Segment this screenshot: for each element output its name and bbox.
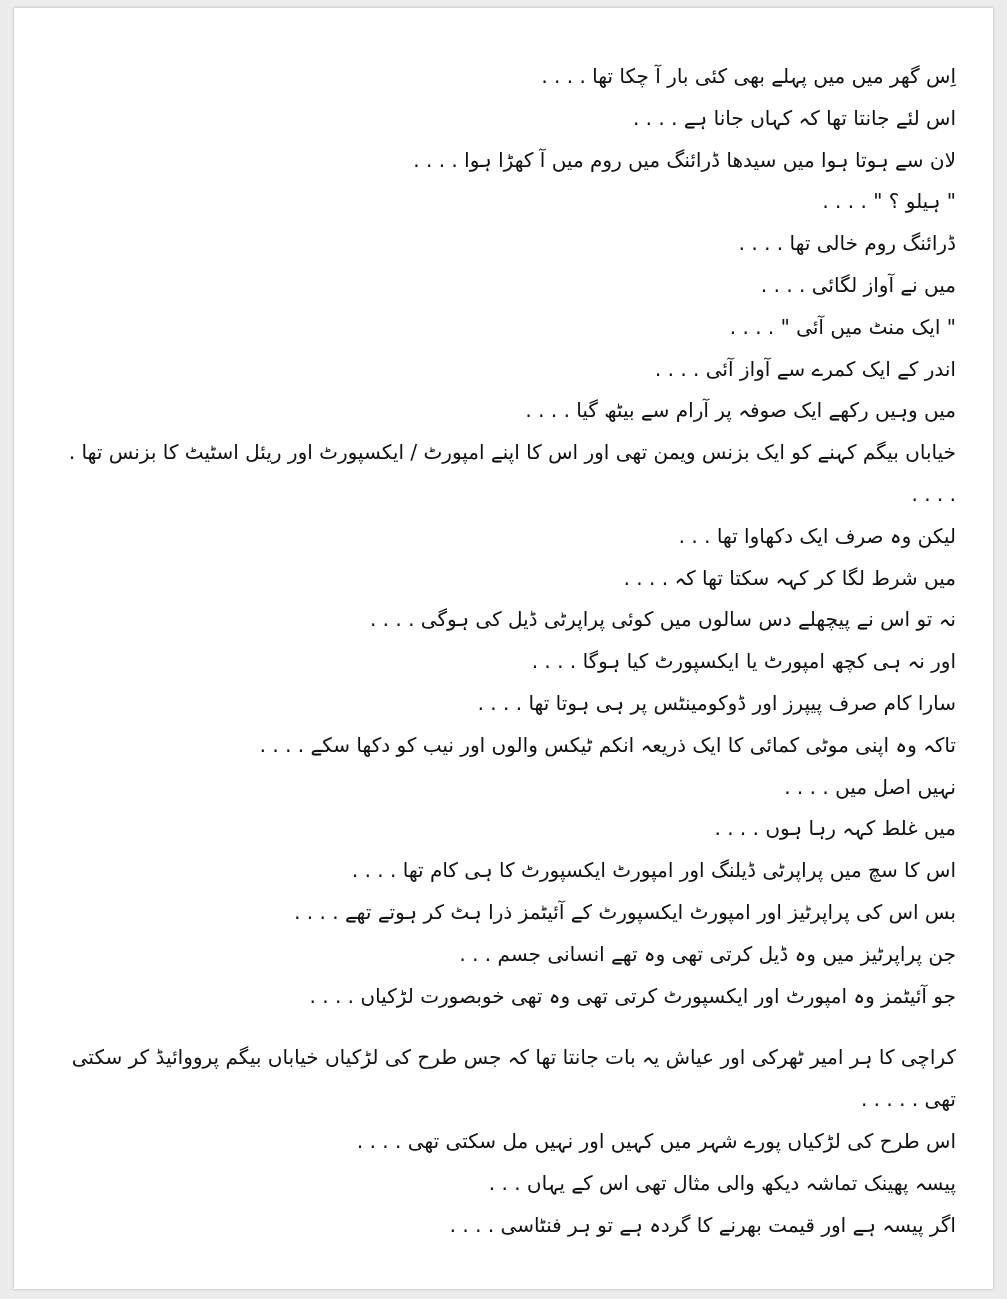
text-line: اس کا سچ میں پراپرٹی ڈیلنگ اور امپورٹ ایکسپورٹ کا ہی کام تھا . . . . (351, 858, 956, 883)
text-line: جن پراپرٹیز میں وہ ڈیل کرتی تھی وہ تھے انسانی جسم . . . (459, 941, 956, 966)
text-line: خیاباں بیگم کہنے کو ایک بزنس ویمن تھی اور اس کا اپنے امپورٹ / ایکسپورٹ اور ریئل اسٹیٹ کا بزنس تھا . . . . . (68, 440, 956, 506)
text-line: " ہیلو ؟ " . . . . (822, 189, 956, 214)
text-line: لیکن وہ صرف ایک دکھاوا تھا . . . (678, 523, 956, 548)
text-line: اس لئے جانتا تھا کہ کہاں جانا ہے . . . . (632, 105, 956, 130)
text-line: پیسہ پھینک تماشہ دیکھ والی مثال تھی اس کے یہاں . . . (488, 1170, 956, 1195)
document-page (14, 8, 993, 1289)
text-line: میں غلط کہہ رہا ہوں . . . . (714, 816, 956, 841)
text-line: تاکہ وہ اپنی موٹی کمائی کا ایک ذریعہ انکم ٹیکس والوں اور نیب کو دکھا سکے . . . . (259, 732, 956, 757)
paragraph-gap (60, 1017, 956, 1037)
document-body (60, 56, 956, 1246)
text-line: جو آئیٹمز وہ امپورٹ اور ایکسپورٹ کرتی تھی وہ تھی خوبصورت لڑکیاں . . . . (309, 983, 956, 1008)
text-line: سارا کام صرف پیپرز اور ڈوکومینٹس پر ہی ہوتا تھا . . . . (477, 690, 956, 715)
text-line: اندر کے ایک کمرے سے آواز آئی . . . . (654, 356, 956, 381)
text-line: اگر پیسہ ہے اور قیمت بھرنے کا گردہ ہے تو ہر فنٹاسی . . . . (449, 1212, 956, 1237)
text-line: اور نہ ہی کچھ امپورٹ یا ایکسپورٹ کیا ہوگا . . . . (531, 649, 956, 674)
text-line: " ایک منٹ میں آئی " . . . . (729, 314, 956, 339)
text-line: ڈرائنگ روم خالی تھا . . . . (738, 231, 956, 256)
text-line: میں وہیں رکھے ایک صوفہ پر آرام سے بیٹھ گیا . . . . (525, 398, 956, 423)
text-line: نہ تو اس نے پیچھلے دس سالوں میں کوئی پراپرٹی ڈیل کی ہوگی . . . . (369, 607, 956, 632)
text-line: میں شرط لگا کر کہہ سکتا تھا کہ . . . . (623, 565, 956, 590)
text-line: کراچی کا ہر امیر ٹھرکی اور عیاش یہ بات جانتا تھا کہ جس طرح کی لڑکیاں خیاباں بیگم پرووائیڈ کر سکتی تھی . . . . . (71, 1045, 956, 1112)
text-line: میں نے آواز لگائی . . . . (760, 272, 956, 297)
text-line: اس طرح کی لڑکیاں پورے شہر میں کہیں اور نہیں مل سکتی تھی . . . . (356, 1128, 956, 1153)
text-line: اِس گھر میں میں پہلے بھی کئی بار آ چکا تھا . . . . (541, 64, 956, 88)
text-line: نہیں اصل میں . . . . (784, 774, 956, 799)
text-line: بس اس کی پراپرٹیز اور امپورٹ ایکسپورٹ کے آئیٹمز ذرا ہٹ کر ہوتے تھے . . . . (294, 899, 956, 924)
text-line: لان سے ہوتا ہوا میں سیدھا ڈرائنگ میں روم میں آ کھڑا ہوا . . . . (413, 147, 956, 172)
